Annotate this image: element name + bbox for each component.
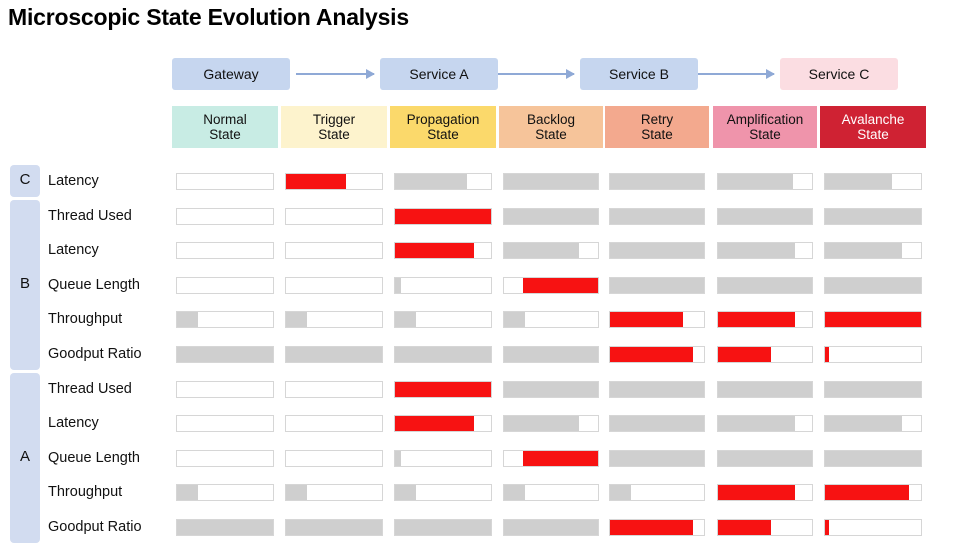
metric-bar-baseline: [504, 209, 598, 224]
metric-cell[interactable]: [503, 346, 599, 363]
metric-cell[interactable]: [176, 484, 274, 501]
metric-bar-baseline: [504, 347, 598, 362]
metric-bar-anomaly: [610, 520, 693, 535]
metric-bar-baseline: [177, 312, 198, 327]
metric-cell[interactable]: [824, 346, 922, 363]
metric-cell[interactable]: [285, 450, 383, 467]
metric-bar-baseline: [825, 451, 921, 466]
metric-cell[interactable]: [176, 519, 274, 536]
group-letter-c: C: [19, 170, 31, 188]
metric-bar-baseline: [504, 520, 598, 535]
metric-cell[interactable]: [717, 381, 813, 398]
metric-cell[interactable]: [394, 277, 492, 294]
metric-row-label: Queue Length: [48, 449, 140, 466]
metric-cell[interactable]: [176, 208, 274, 225]
metric-cell[interactable]: [609, 519, 705, 536]
metric-bar-baseline: [504, 312, 525, 327]
metric-bar-baseline: [395, 278, 401, 293]
service-flow-diagram: [172, 58, 952, 92]
metric-row-label: Throughput: [48, 484, 123, 501]
metric-cell[interactable]: [176, 346, 274, 363]
metric-bar-baseline: [504, 174, 598, 189]
metric-bar-baseline: [718, 174, 793, 189]
metric-bar-baseline: [395, 174, 467, 189]
metric-cell[interactable]: [176, 381, 274, 398]
metric-cell[interactable]: [394, 450, 492, 467]
metric-bar-baseline: [177, 347, 273, 362]
state-header-propagation[interactable]: [390, 106, 496, 148]
metric-bar-baseline: [718, 451, 812, 466]
metric-bar-baseline: [825, 382, 921, 397]
metric-bar-anomaly: [825, 312, 921, 327]
metric-cell[interactable]: [503, 311, 599, 328]
metric-cell[interactable]: [717, 311, 813, 328]
state-label-primary: Retry: [640, 112, 674, 127]
metric-cell[interactable]: [394, 173, 492, 190]
metric-cell[interactable]: [609, 381, 705, 398]
metric-cell[interactable]: [285, 519, 383, 536]
state-label-secondary: State: [318, 127, 350, 142]
metric-cell[interactable]: [717, 484, 813, 501]
metric-cell[interactable]: [824, 208, 922, 225]
metric-cell[interactable]: [394, 311, 492, 328]
flow-node-gateway[interactable]: Gateway: [172, 58, 290, 90]
metric-cell[interactable]: [717, 415, 813, 432]
metric-bar-baseline: [718, 416, 795, 431]
metric-cell[interactable]: [285, 415, 383, 432]
metric-cell[interactable]: [503, 208, 599, 225]
metric-cell[interactable]: [503, 173, 599, 190]
state-label-secondary: State: [427, 127, 459, 142]
state-label-secondary: State: [535, 127, 567, 142]
group-letter-b: B: [19, 274, 30, 292]
metric-cell[interactable]: [717, 346, 813, 363]
metric-bar-anomaly: [718, 520, 771, 535]
metric-cell[interactable]: [503, 484, 599, 501]
state-header-row: [172, 106, 926, 148]
metric-cell[interactable]: [609, 208, 705, 225]
metric-cell[interactable]: [285, 311, 383, 328]
metric-cell[interactable]: [609, 484, 705, 501]
metric-cell[interactable]: [176, 415, 274, 432]
metric-row-label: Thread Used: [48, 207, 132, 224]
metric-row: [0, 302, 960, 336]
metric-cell[interactable]: [503, 519, 599, 536]
metric-row-label: Latency: [48, 173, 99, 189]
metric-bar-baseline: [825, 416, 902, 431]
state-label-secondary: State: [209, 127, 241, 142]
metric-bar-baseline: [610, 451, 704, 466]
state-header-avalanche[interactable]: [820, 106, 926, 148]
metric-row: [0, 268, 960, 302]
metric-bar-baseline: [395, 485, 416, 500]
metric-row: [0, 337, 960, 371]
metric-bar-baseline: [610, 416, 704, 431]
metric-bar-baseline: [610, 174, 704, 189]
metric-bar-baseline: [286, 520, 382, 535]
metric-bar-anomaly: [610, 347, 693, 362]
metric-bar-baseline: [610, 278, 704, 293]
metric-cell[interactable]: [285, 381, 383, 398]
metric-bar-anomaly: [523, 278, 598, 293]
metric-bar-baseline: [504, 243, 579, 258]
metric-cell[interactable]: [285, 277, 383, 294]
metric-bar-baseline: [504, 382, 598, 397]
metric-bar-baseline: [177, 485, 198, 500]
metric-bar-baseline: [825, 243, 902, 258]
metric-cell[interactable]: [394, 242, 492, 259]
metric-cell[interactable]: [503, 450, 599, 467]
flow-arrow-2: [496, 73, 574, 75]
metric-row: [0, 475, 960, 509]
state-header-trigger[interactable]: [281, 106, 387, 148]
metric-cell[interactable]: [609, 346, 705, 363]
metric-cell[interactable]: [176, 311, 274, 328]
metric-cell[interactable]: [824, 450, 922, 467]
metric-cell[interactable]: [394, 415, 492, 432]
metric-bar-baseline: [610, 485, 631, 500]
metric-cell[interactable]: [394, 346, 492, 363]
metric-cell[interactable]: [824, 277, 922, 294]
state-label-primary: Amplification: [726, 112, 804, 127]
metric-cell[interactable]: [717, 450, 813, 467]
metric-cell[interactable]: [717, 519, 813, 536]
state-label-secondary: State: [857, 127, 889, 142]
metric-bar-anomaly: [825, 520, 829, 535]
metric-bar-baseline: [286, 347, 382, 362]
state-label-primary: Trigger: [312, 112, 356, 127]
metric-cell[interactable]: [394, 519, 492, 536]
flow-node-service-b[interactable]: Service B: [580, 58, 698, 90]
metric-bar-baseline: [718, 382, 812, 397]
state-label-primary: Propagation: [406, 112, 480, 127]
metric-bar-baseline: [825, 209, 921, 224]
metric-cell[interactable]: [285, 346, 383, 363]
metric-cell[interactable]: [285, 173, 383, 190]
metric-bar-anomaly: [825, 347, 829, 362]
metric-row-label: Latency: [48, 242, 99, 259]
metric-bar-anomaly: [825, 485, 909, 500]
metric-bar-baseline: [610, 382, 704, 397]
state-label-primary: Normal: [203, 112, 247, 127]
metric-cell[interactable]: [176, 277, 274, 294]
metric-bar-baseline: [395, 312, 416, 327]
metric-cell[interactable]: [824, 311, 922, 328]
metric-bar-baseline: [395, 347, 491, 362]
metric-cell[interactable]: [824, 173, 922, 190]
flow-node-service-c[interactable]: Service C: [780, 58, 898, 90]
metric-cell[interactable]: [717, 208, 813, 225]
metric-cell[interactable]: [717, 242, 813, 259]
metric-bar-baseline: [610, 209, 704, 224]
metric-cell[interactable]: [609, 311, 705, 328]
metric-cell[interactable]: [176, 173, 274, 190]
metric-bar-baseline: [610, 243, 704, 258]
metric-bar-anomaly: [395, 243, 474, 258]
metric-row: [0, 233, 960, 267]
metric-row-label: Goodput Ratio: [48, 346, 142, 362]
metric-cell[interactable]: [609, 415, 705, 432]
metric-cell[interactable]: [503, 277, 599, 294]
metric-row: [0, 199, 960, 233]
flow-arrow-3: [696, 73, 774, 75]
metric-bar-anomaly: [718, 347, 771, 362]
metric-row-label: Thread Used: [48, 380, 132, 397]
metric-cell[interactable]: [824, 484, 922, 501]
metric-cell[interactable]: [285, 484, 383, 501]
metric-bar-anomaly: [286, 174, 346, 189]
metric-bar-baseline: [825, 278, 921, 293]
metric-cell[interactable]: [609, 242, 705, 259]
state-label-secondary: State: [641, 127, 673, 142]
metric-bar-anomaly: [395, 209, 491, 224]
metric-cell[interactable]: [176, 242, 274, 259]
metric-cell[interactable]: [285, 242, 383, 259]
state-label-secondary: State: [749, 127, 781, 142]
state-header-backlog[interactable]: [499, 106, 603, 148]
metric-row: [0, 510, 960, 544]
metric-row-label: Goodput Ratio: [48, 519, 142, 535]
metric-bar-baseline: [718, 243, 795, 258]
group-letter-a: A: [19, 447, 30, 465]
metric-bar-anomaly: [718, 485, 795, 500]
state-label-primary: Backlog: [526, 112, 576, 127]
metric-cell[interactable]: [176, 450, 274, 467]
metric-cell[interactable]: [824, 415, 922, 432]
metric-cell[interactable]: [394, 381, 492, 398]
flow-node-service-a[interactable]: Service A: [380, 58, 498, 90]
state-header-retry[interactable]: [605, 106, 709, 148]
metric-bar-baseline: [504, 485, 525, 500]
metric-bar-baseline: [718, 209, 812, 224]
metric-bar-anomaly: [395, 416, 474, 431]
metric-cell[interactable]: [285, 208, 383, 225]
state-label-primary: Avalanche: [841, 112, 905, 127]
metric-row: [0, 164, 960, 198]
metric-bar-baseline: [286, 312, 307, 327]
metric-bar-baseline: [718, 278, 812, 293]
flow-arrow-1: [296, 73, 374, 75]
metric-bar-anomaly: [395, 382, 491, 397]
metric-bar-anomaly: [523, 451, 598, 466]
page-title: Microscopic State Evolution Analysis: [8, 4, 409, 30]
metric-bar-anomaly: [610, 312, 683, 327]
metric-bar-anomaly: [718, 312, 795, 327]
metric-row: [0, 406, 960, 440]
metric-bar-baseline: [177, 520, 273, 535]
metric-cell[interactable]: [609, 277, 705, 294]
metric-cell[interactable]: [609, 173, 705, 190]
metric-cell[interactable]: [824, 242, 922, 259]
metric-row-label: Latency: [48, 415, 99, 432]
metric-bar-baseline: [395, 451, 401, 466]
metric-cell[interactable]: [394, 484, 492, 501]
metric-row: [0, 441, 960, 475]
metric-cell[interactable]: [717, 277, 813, 294]
metric-cell[interactable]: [503, 415, 599, 432]
metric-cell[interactable]: [609, 450, 705, 467]
metric-row-label: Queue Length: [48, 276, 140, 293]
metric-bar-baseline: [395, 520, 491, 535]
metric-bar-baseline: [504, 416, 579, 431]
metric-row-label: Throughput: [48, 311, 123, 328]
metric-cell[interactable]: [824, 519, 922, 536]
metric-bar-baseline: [286, 485, 307, 500]
metric-cell[interactable]: [503, 381, 599, 398]
metric-cell[interactable]: [717, 173, 813, 190]
state-header-amplification[interactable]: [713, 106, 817, 148]
metric-cell[interactable]: [503, 242, 599, 259]
state-header-normal[interactable]: [172, 106, 278, 148]
metric-cell[interactable]: [824, 381, 922, 398]
metric-cell[interactable]: [394, 208, 492, 225]
metric-row: [0, 372, 960, 406]
metric-bar-baseline: [825, 174, 892, 189]
